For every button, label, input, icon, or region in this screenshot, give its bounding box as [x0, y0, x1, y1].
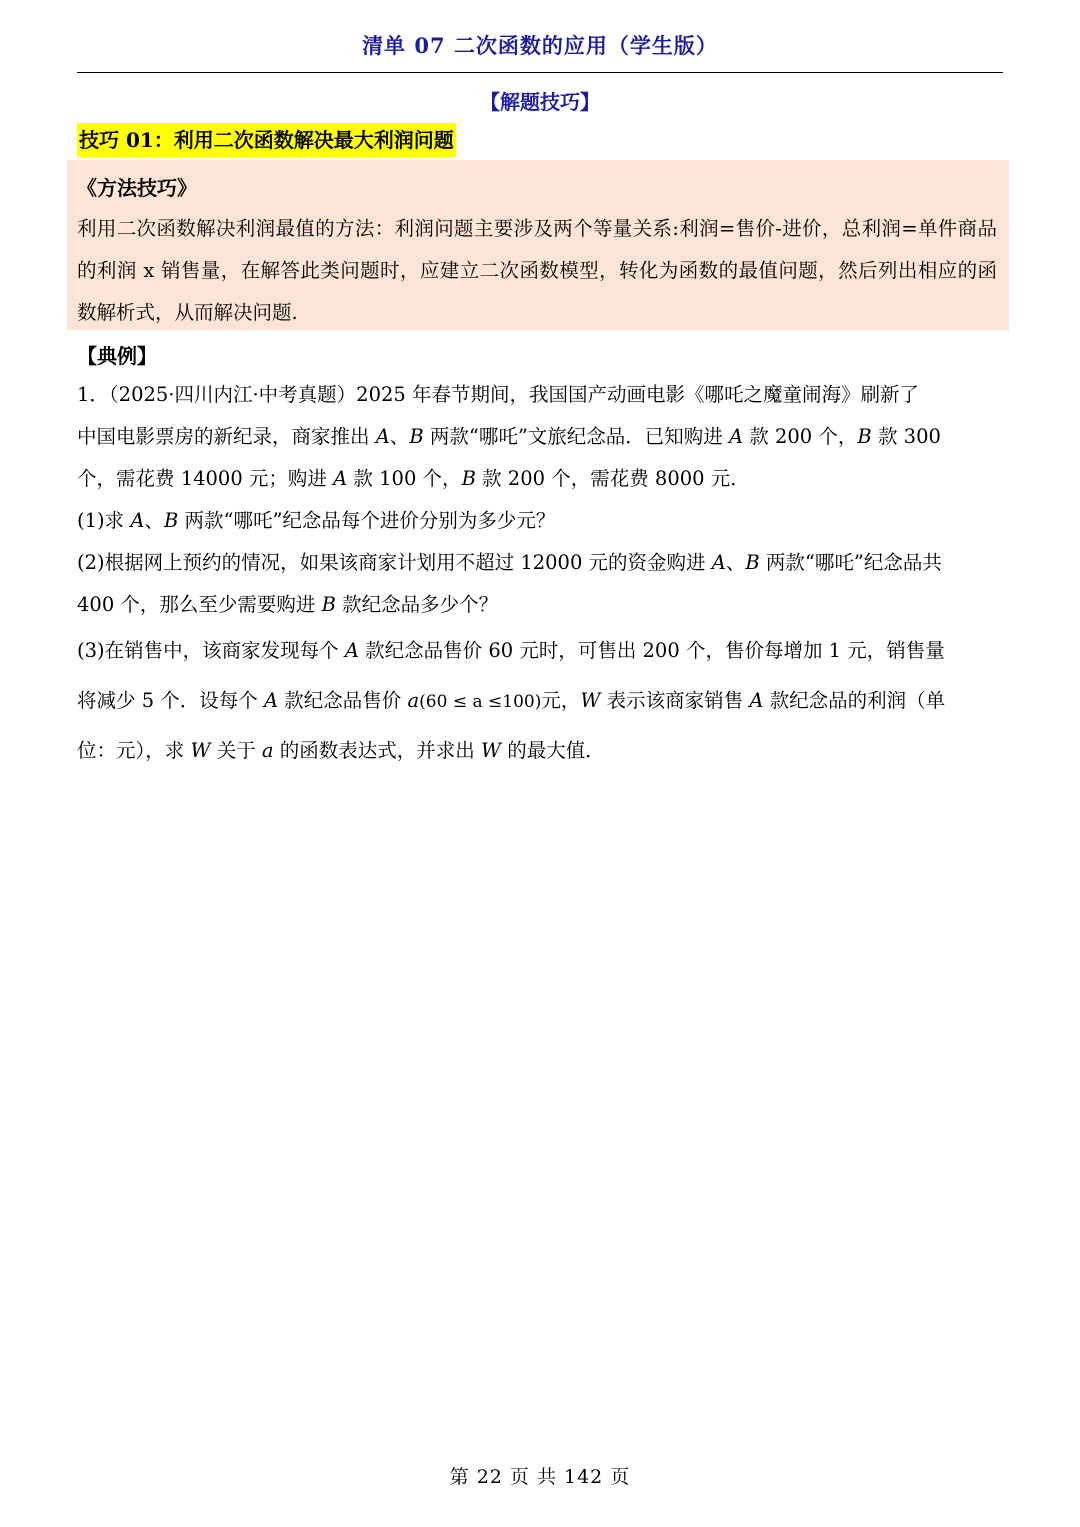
question-2-line-2: 400 个，那么至少需要购进 B 款纪念品多少个？	[77, 593, 499, 616]
question-1: (1)求 A、B 两款“哪吒”纪念品每个进价分别为多少元？	[77, 509, 556, 532]
section-heading: 【解题技巧】	[480, 90, 600, 114]
intro-line-2: 中国电影票房的新纪录，商家推出 A、B 两款“哪吒”文旅纪念品．已知购进 A 款 200 个，B 款 300	[77, 425, 941, 448]
method-body: 利用二次函数解决利润最值的方法：利润问题主要涉及两个等量关系:利润=售价-进价，总利润=单件商品的利润 x 销售量，在解答此类问题时，应建立二次函数模型，转化为函数的最值问题，然后列出相应的函数解析式，从而解决问题.	[77, 217, 997, 324]
method-box	[67, 160, 1009, 330]
document-title: 清单 07 二次函数的应用（学生版）	[362, 33, 718, 58]
header-divider	[77, 72, 1003, 73]
intro-line-1: 1．（2025·四川内江·中考真题）2025 年春节期间，我国国产动画电影《哪吒之魔童闹海》刷新了	[77, 383, 920, 406]
problem-intro	[77, 374, 1005, 776]
question-3-line-1: (3)在销售中，该商家发现每个 A 款纪念品售价 60 元时，可售出 200 个，售价每增加 1 元，销售量	[77, 639, 945, 662]
question-3-line-3: 位：元），求 W 关于 a 的函数表达式，并求出 W 的最大值．	[77, 739, 605, 762]
page-number: 第 22 页 共 142 页	[449, 1466, 631, 1488]
technique-title: 技巧 01：利用二次函数解决最大利润问题	[77, 123, 456, 157]
question-2-line-1: (2)根据网上预约的情况，如果该商家计划用不超过 12000 元的资金购进 A、B 两款“哪吒”纪念品共	[77, 551, 942, 574]
intro-line-3: 个，需花费 14000 元；购进 A 款 100 个，B 款 200 个，需花费 8000 元．	[77, 467, 750, 490]
method-title: 《方法技巧》	[77, 176, 197, 200]
question-3-line-2: 将减少 5 个．设每个 A 款纪念品售价 a(60 ≤ a ≤100)元，W 表示该商家销售 A 款纪念品的利润（单	[77, 689, 946, 712]
example-heading: 【典例】	[77, 344, 157, 368]
price-range-formula: (60 ≤ a ≤100)	[419, 692, 542, 712]
